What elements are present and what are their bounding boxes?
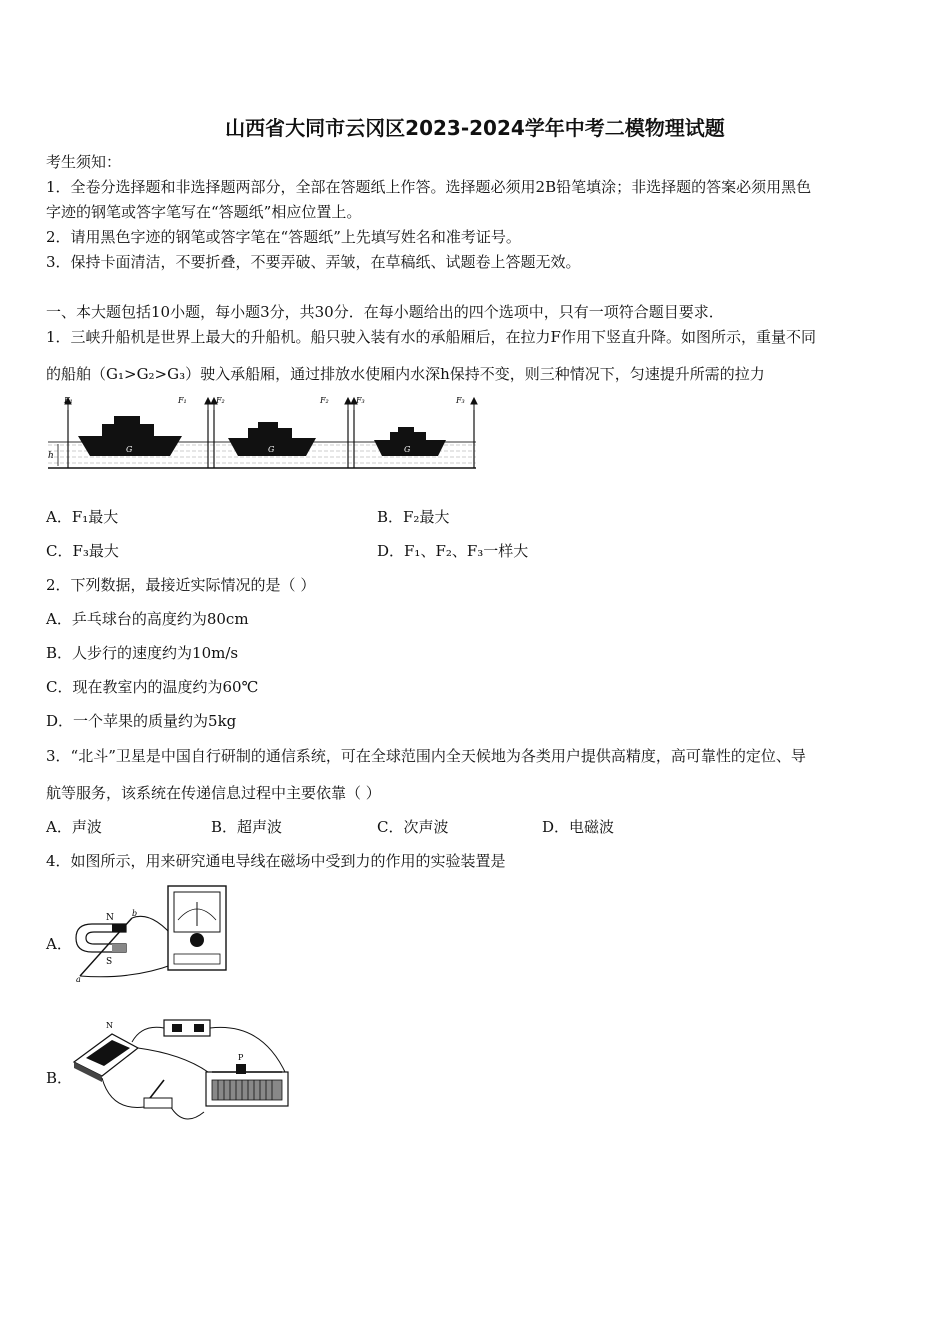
- q4-option-a-label: A．: [46, 935, 72, 953]
- q1-stem-cont: 的船舶（G₁>G₂>G₃）驶入承船厢，通过排放水使厢内水深h保持不变，则三种情况下，匀速提升所需的拉力: [46, 365, 765, 383]
- q1-option-c: C．F₃最大: [46, 542, 119, 560]
- notice-item-3: 3．保持卡面清洁，不要折叠，不要弄破、弄皱，在草稿纸、试题卷上答题无效。: [46, 253, 581, 271]
- q3-stem-cont: 航等服务，该系统在传递信息过程中主要依靠（ ）: [46, 784, 381, 802]
- notice-item-1-cont: 字迹的钢笔或答字笔写在“答题纸”相应位置上。: [46, 203, 362, 221]
- q2-option-c: C．现在教室内的温度约为60℃: [46, 678, 259, 696]
- ship-3-g-label: G: [404, 445, 411, 454]
- q1-figure: [44, 394, 480, 474]
- q4-figure-a: [72, 880, 232, 984]
- q1-option-d: D．F₁、F₂、F₃一样大: [377, 542, 529, 560]
- f2-label-right: F₂: [320, 396, 329, 405]
- q3-option-b: B．超声波: [211, 818, 283, 836]
- notice-item-1: 1．全卷分选择题和非选择题两部分，全部在答题纸上作答。选择题必须用2B铅笔填涂；非选择题的答案必须用黑色: [46, 178, 812, 196]
- q3-option-a: A．声波: [46, 818, 102, 836]
- h-label: h: [48, 451, 54, 461]
- magnet-s-label: S: [106, 957, 113, 967]
- f1-label-right: F₁: [178, 396, 187, 405]
- fig-b-p-label: P: [238, 1053, 244, 1062]
- q2-stem: 2．下列数据，最接近实际情况的是（ ）: [46, 576, 316, 594]
- f1-label-left: F₁: [64, 396, 73, 405]
- q2-option-a: A．乒乓球台的高度约为80cm: [46, 610, 249, 628]
- q1-option-a: A．F₁最大: [46, 508, 119, 526]
- f3-label-right: F₃: [456, 396, 465, 405]
- q1-option-b: B．F₂最大: [377, 508, 450, 526]
- q4-figure-b: [72, 1014, 294, 1132]
- magnet-n-label: N: [106, 913, 114, 923]
- q4-stem: 4．如图所示，用来研究通电导线在磁场中受到力的作用的实验装置是: [46, 852, 506, 870]
- ship-2-g-label: G: [268, 445, 275, 454]
- q2-option-b: B．人步行的速度约为10m/s: [46, 644, 239, 662]
- page-title: 山西省大同市云冈区2023-2024学年中考二模物理试题: [225, 116, 725, 140]
- f3-label-left: F₃: [356, 396, 365, 405]
- rod-a-label: a: [76, 975, 81, 984]
- rod-b-label: b: [132, 909, 138, 918]
- q3-stem: 3．“北斗”卫星是中国自行研制的通信系统，可在全球范围内全天候地为各类用户提供高精度，高可靠性的定位、导: [46, 747, 806, 765]
- q3-option-d: D．电磁波: [542, 818, 615, 836]
- fig-b-n-label: N: [106, 1021, 113, 1030]
- q4-option-b-label: B．: [46, 1069, 73, 1087]
- q1-stem: 1．三峡升船机是世界上最大的升船机。船只驶入装有水的承船厢后，在拉力F作用下竖直升降。如图所示，重量不同: [46, 328, 816, 346]
- notice-heading: 考生须知：: [46, 153, 122, 171]
- q2-option-d: D．一个苹果的质量约为5kg: [46, 712, 237, 730]
- f2-label-left: F₂: [216, 396, 225, 405]
- q3-option-c: C．次声波: [377, 818, 449, 836]
- section-heading: 一、本大题包括10小题，每小题3分，共30分．在每小题给出的四个选项中，只有一项符合题目要求．: [46, 303, 724, 321]
- notice-item-2: 2．请用黑色字迹的钢笔或答字笔在“答题纸”上先填写姓名和准考证号。: [46, 228, 521, 246]
- ship-1-g-label: G: [126, 445, 133, 454]
